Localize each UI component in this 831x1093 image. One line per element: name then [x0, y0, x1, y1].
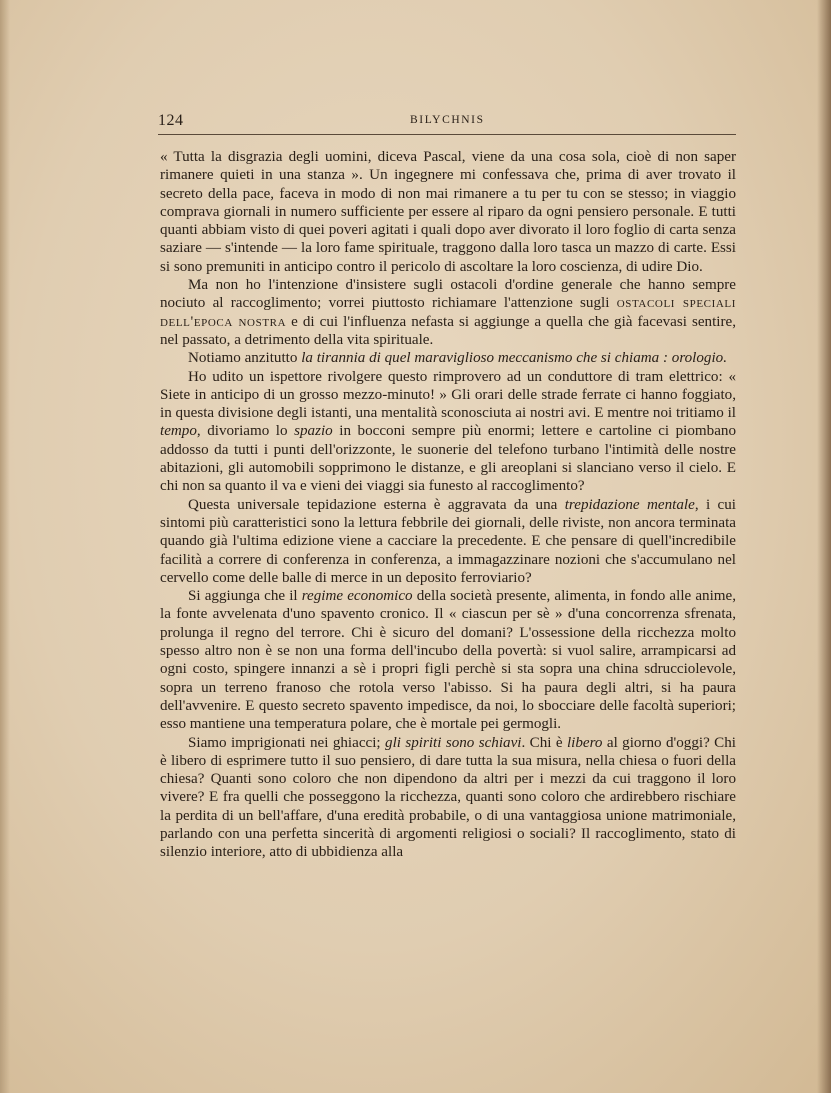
paragraph-4 [160, 368, 736, 496]
paragraph-7-text-a: Siamo imprigionati nei ghiacci; [188, 734, 386, 751]
paragraph-5-italic: trepidazione mentale [564, 496, 695, 513]
page-number: 124 [158, 112, 184, 129]
paragraph-7 [160, 734, 736, 862]
paragraph-3 [160, 349, 736, 367]
paragraph-5-text-a: Questa universale tepidazione esterna è aggravata da una [188, 496, 565, 513]
paragraph-5 [160, 496, 736, 587]
paragraph-2-text-a: Ma non ho l'intenzione d'insistere sugli ostacoli d'ordine generale che hanno sempre nociuto al raccoglimento; vorrei piuttosto richiamare l'attenzione sugli [160, 277, 736, 312]
paragraph-4-text-c: , divoriamo lo [196, 423, 295, 440]
paragraph-6-text-c: della società presente, alimenta, in fondo alle anime, la fonte avvelenata d'uno spavento cronico. Il « ciascun per sè » d'una concorrenza sfrenata, prolunga il regno del terrore. Chi è sicuro del domani? L'ossessione della ricchezza molto spesso altro non è se non una forma dell'incubo della povertà: si vuol salire, arrampicarsi ad ogni costo, spingere innanzi a sè i propri figli perchè si sta sopra una china sdrucciolevole, sopra un terreno franoso che rotola verso l'abisso. Si ha paura degli altri, si ha paura dell'avvenire. E questo secreto spavento impedisce, da noi, lo sbocciare delle facoltà superiori; esso mantiene una temperatura polare, che è mortale pei germogli. [160, 588, 736, 733]
paragraph-1-text: « Tutta la disgrazia degli uomini, diceva Pascal, viene da una cosa sola, cioè di non saper rimanere quieti in una stanza ». Un ingegnere mi confessava che, prima di aver trovato il secreto della pace, faceva in modo di non mai rimanere a tu per tu con se stesso; in viaggio comprava giornali in numero sufficiente per essere al riparo da ogni pensiero personale. E tutti quanti abbiam visto di quei poveri agitati i quali dopo aver divorato il loro foglio di carta senza saziare — s'intende — la loro fame spirituale, traggono dalla loro tasca un mazzo di carte. Essi si sono premuniti in anticipo contro il pericolo di ascoltare la loro coscienza, di udire Dio. [160, 149, 736, 275]
paragraph-7-text-c: . Chi è [521, 734, 567, 751]
paragraph-7-italic-libero: libero [566, 734, 603, 751]
page-header [158, 112, 736, 135]
page-right-edge-shadow [817, 0, 831, 1093]
paragraph-3-text-a: Notiamo anzitutto [188, 350, 302, 367]
page-left-edge-shadow [0, 0, 10, 1093]
paragraph-6-italic: regime economico [301, 588, 413, 605]
paragraph-2 [160, 276, 736, 349]
paragraph-7-text-e: al giorno d'oggi? Chi è libero di esprimere tutto il suo pensiero, di dare tutta la sua misura, nella chiesa o fuori della chiesa? Quanti sono coloro che non dipendono da altri per i mezzi da cui traggono il loro vivere? E fra quelli che posseggono la ricchezza, quanti sono coloro che ardirebbero rischiare la perdita di un bell'affare, d'una eredità probabile, o di una vantaggiosa unione matrimoniale, parlando con una perfetta sincerità di argomenti religiosi o sociali? Il raccoglimento, stato di silenzio interiore, atto di ubbidienza alla [160, 734, 736, 861]
paragraph-4-italic-spazio: spazio [294, 423, 333, 440]
paragraph-4-text-a: Ho udito un ispettore rivolgere questo rimprovero ad un conduttore di tram elettrico: « Siete in anticipo di un grosso mezzo-minuto! » Gli orari delle strade ferrate ci hanno foggiato, in questa divisione degli istanti, una mentalità sconosciuta ai nostri avi. E mentre noi tritiamo il [160, 368, 736, 422]
paragraph-4-text-e: in bocconi sempre più enormi; lettere e cartoline ci piombano addosso da tutti i punti dell'orizzonte, le suonerie del telefono turbano l'intimità delle nostre abitazioni, gli automobili sopprimono le distanze, e gli areoplani si slanciano verso il cielo. E chi non sa quanto il va e vieni dei viaggi sia funesto al raccoglimento? [160, 423, 737, 495]
paragraph-4-italic-tempo: tempo [160, 423, 197, 440]
paragraph-6 [160, 587, 736, 733]
paragraph-6-text-a: Si aggiunga che il [188, 588, 302, 605]
body-text [160, 148, 736, 862]
running-head: BILYCHNIS [410, 114, 485, 126]
paragraph-3-italic: la tirannia di quel maraviglioso meccanismo che si chiama : orologio. [301, 350, 727, 367]
paragraph-2-smallcaps: ostacoli speciali dell'epoca nostra [160, 295, 736, 330]
paragraph-1 [160, 148, 736, 276]
paragraph-5-text-c: , i cui sintomi più caratteristici sono la lettura febbrile dei giornali, delle riviste, non ancora terminata quando già l'ultima edizione viene a cacciare la precedente. E che pensare di quell'incredibile facilità a correre di conferenza in conferenza, a immagazzinare nozioni che s'accumulano nel cervello come delle balle di merce in un deposito ferroviario? [160, 496, 736, 586]
paragraph-2-text-c: e di cui l'influenza nefasta si aggiunge a quella che già facevasi sentire, nel passato, a detrimento della vita spirituale. [160, 313, 736, 348]
paragraph-7-italic-spiriti: gli spiriti sono schiavi [385, 734, 522, 751]
